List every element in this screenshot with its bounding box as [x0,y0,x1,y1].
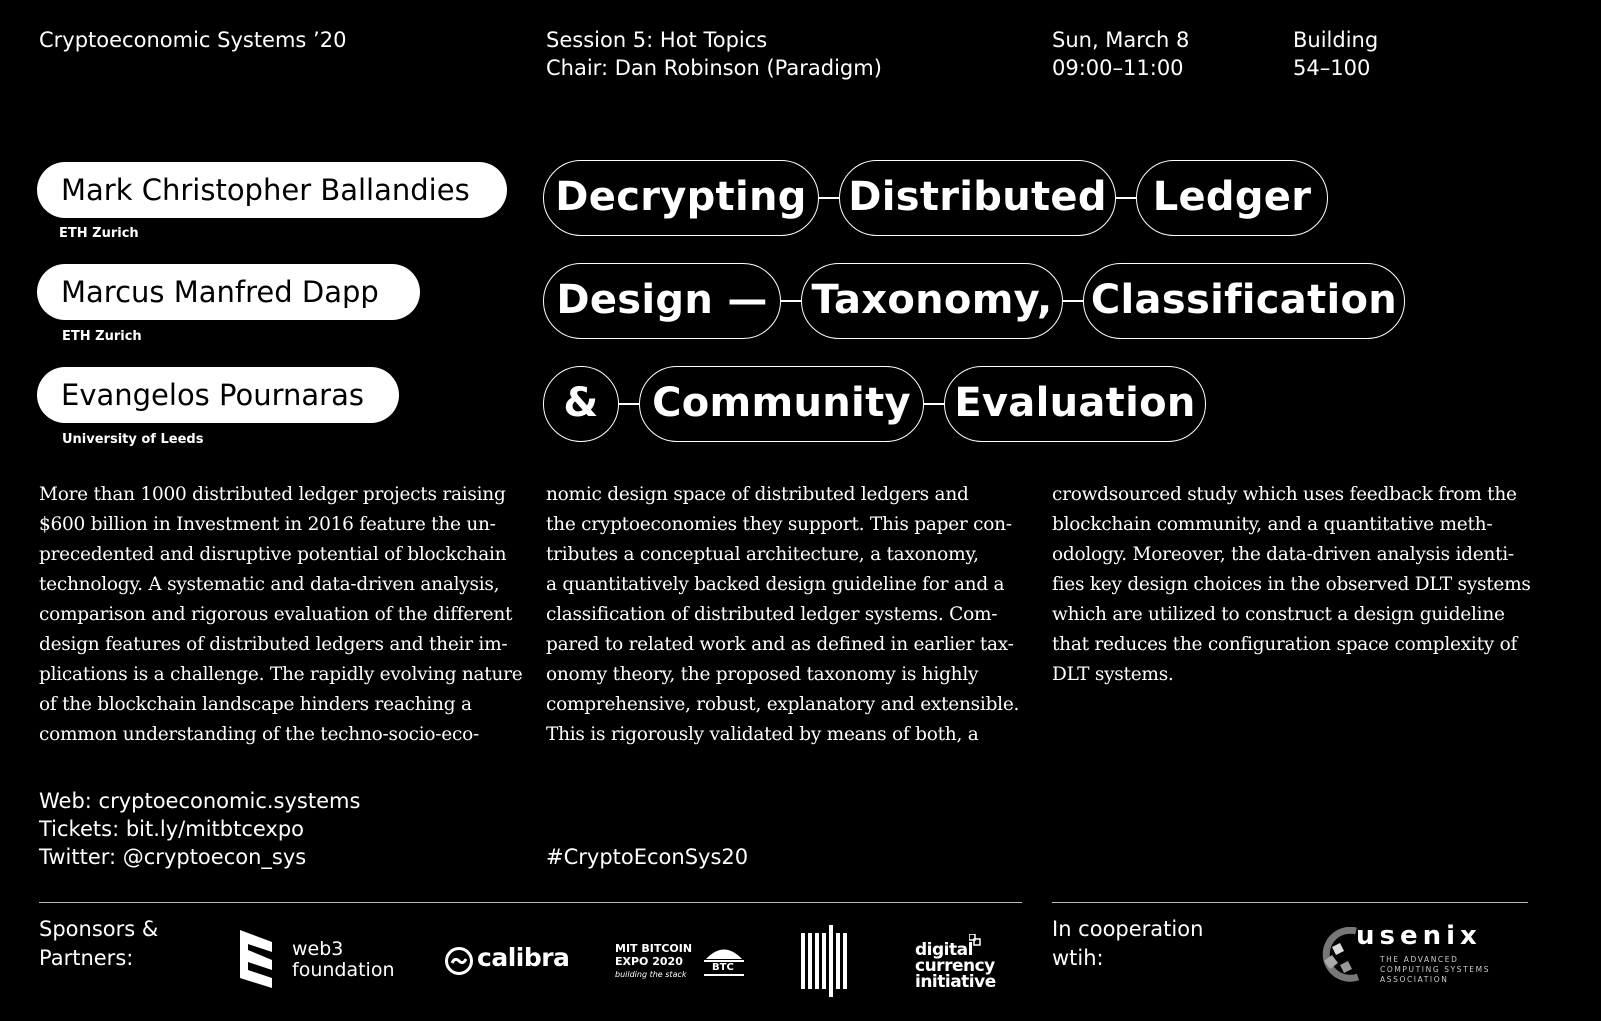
abstract-line: which are utilized to construct a design guideline [1052,604,1505,625]
web3-foundation-logo[interactable] [240,928,395,992]
abstract-line: fies key design choices in the observed DLT systems [1052,574,1531,595]
conference-name: Cryptoeconomic Systems ’20 [39,28,347,52]
title-word: Community [639,366,924,442]
web3-mark-icon [240,928,274,992]
mit-media-lab-logo[interactable] [801,925,847,997]
title-word: Ledger [1136,160,1328,236]
sponsors-label-line: Sponsors & [39,917,159,941]
cooperation-label-line: wtih: [1052,946,1104,970]
title-connector [819,197,839,199]
session-date: Sun, March 8 [1052,28,1190,52]
twitter-link[interactable]: Twitter: @cryptoecon_sys [39,845,307,869]
mit-logo-tagline: building the stack [615,970,687,979]
tickets-link[interactable]: Tickets: bit.ly/mitbtcexpo [39,817,305,841]
abstract-column-3 [1052,480,1534,690]
mit-logo-line: MIT BITCOIN [615,942,693,955]
abstract-line: technology. A systematic and data-driven analysis, [39,574,500,595]
title-word: Design — [543,263,781,339]
session-title: Session 5: Hot Topics [546,28,768,52]
usenix-logo[interactable] [1318,921,1498,987]
cooperation-label [1052,915,1203,973]
title-connector [1116,197,1136,199]
abstract-line: that reduces the configuration space complexity of [1052,634,1518,655]
abstract-line: common understanding of the techno-socio-eco- [39,724,480,745]
building-number: 54–100 [1293,56,1371,80]
usenix-logo-line: ASSOCIATION [1380,975,1449,984]
session-time: 09:00–11:00 [1052,56,1184,80]
digital-currency-initiative-logo[interactable] [915,934,1005,994]
dci-logo-line: initiative [915,972,996,992]
dci-logo-line: digital [915,940,973,960]
abstract-line: design features of distributed ledgers and their im- [39,634,508,655]
author-affiliation: University of Leeds [62,432,204,447]
abstract-line: tributes a conceptual architecture, a taxonomy, [546,544,979,565]
usenix-logo-line: THE ADVANCED [1380,955,1459,964]
title-word: Distributed [839,160,1116,236]
abstract-line: classification of distributed ledger systems. Com- [546,604,998,625]
abstract-line: odology. Moreover, the data-driven analysis identi- [1052,544,1514,565]
mit-bitcoin-expo-logo[interactable] [615,942,750,982]
sponsors-label-line: Partners: [39,946,134,970]
abstract-line: comparison and rigorous evaluation of the different [39,604,513,625]
web3-logo-line: foundation [292,959,395,981]
abstract-line: More than 1000 distributed ledger projects raising [39,484,506,505]
usenix-logo-line: COMPUTING SYSTEMS [1380,965,1491,974]
session-chair: Chair: Dan Robinson (Paradigm) [546,56,882,80]
title-word: Evaluation [944,366,1206,442]
links-block [39,787,360,871]
title-connector [619,403,639,405]
abstract-line: onomy theory, the proposed taxonomy is highly [546,664,979,685]
mit-btc-text: BTC [712,962,734,973]
abstract-column-2 [546,480,1028,750]
title-word: Decrypting [543,160,819,236]
abstract-line: crowdsourced study which uses feedback from the [1052,484,1517,505]
abstract-line: $600 billion in Investment in 2016 feature the un- [39,514,496,535]
abstract-line: a quantitatively backed design guideline for and a [546,574,1005,595]
title-connector [781,300,801,302]
building-label: Building [1293,28,1379,52]
abstract-line: pared to related work and as defined in earlier tax- [546,634,1014,655]
abstract-line: plications is a challenge. The rapidly evolving nature [39,664,523,685]
author-pill: Mark Christopher Ballandies [37,162,507,218]
title-word: & [543,366,619,442]
author-pill: Marcus Manfred Dapp [37,264,420,320]
web-link[interactable]: Web: cryptoeconomic.systems [39,789,361,813]
usenix-logo-text: usenix [1356,921,1482,951]
abstract-line: blockchain community, and a quantitative meth- [1052,514,1493,535]
abstract-line: comprehensive, robust, explanatory and extensible. [546,694,1020,715]
title-word: Classification [1083,263,1405,339]
calibra-mark-icon [444,946,474,976]
web3-logo-line: web3 [292,938,344,960]
dci-corner-icon [969,934,981,946]
calibra-logo-text: calibra [477,943,570,972]
title-connector [1063,300,1083,302]
dci-logo-line: currency [915,956,995,976]
title-word: Taxonomy, [801,263,1063,339]
footer-divider [1052,902,1528,903]
author-pill: Evangelos Pournaras [37,367,399,423]
abstract-column-1 [39,480,521,750]
abstract-line: DLT systems. [1052,664,1174,685]
hashtag: #CryptoEconSys20 [546,845,749,869]
author-affiliation: ETH Zurich [62,329,142,344]
abstract-line: the cryptoeconomies they support. This paper con- [546,514,1012,535]
cooperation-label-line: In cooperation [1052,917,1204,941]
sponsors-label [39,915,158,973]
mit-logo-line: EXPO 2020 [615,955,683,968]
abstract-line: of the blockchain landscape hinders reaching a [39,694,472,715]
title-connector [924,403,944,405]
footer-divider [39,902,1022,903]
abstract-line: precedented and disruptive potential of blockchain [39,544,507,565]
author-affiliation: ETH Zurich [59,226,139,241]
abstract-line: This is rigorously validated by means of both, a [546,724,979,745]
abstract-line: nomic design space of distributed ledgers and [546,484,969,505]
